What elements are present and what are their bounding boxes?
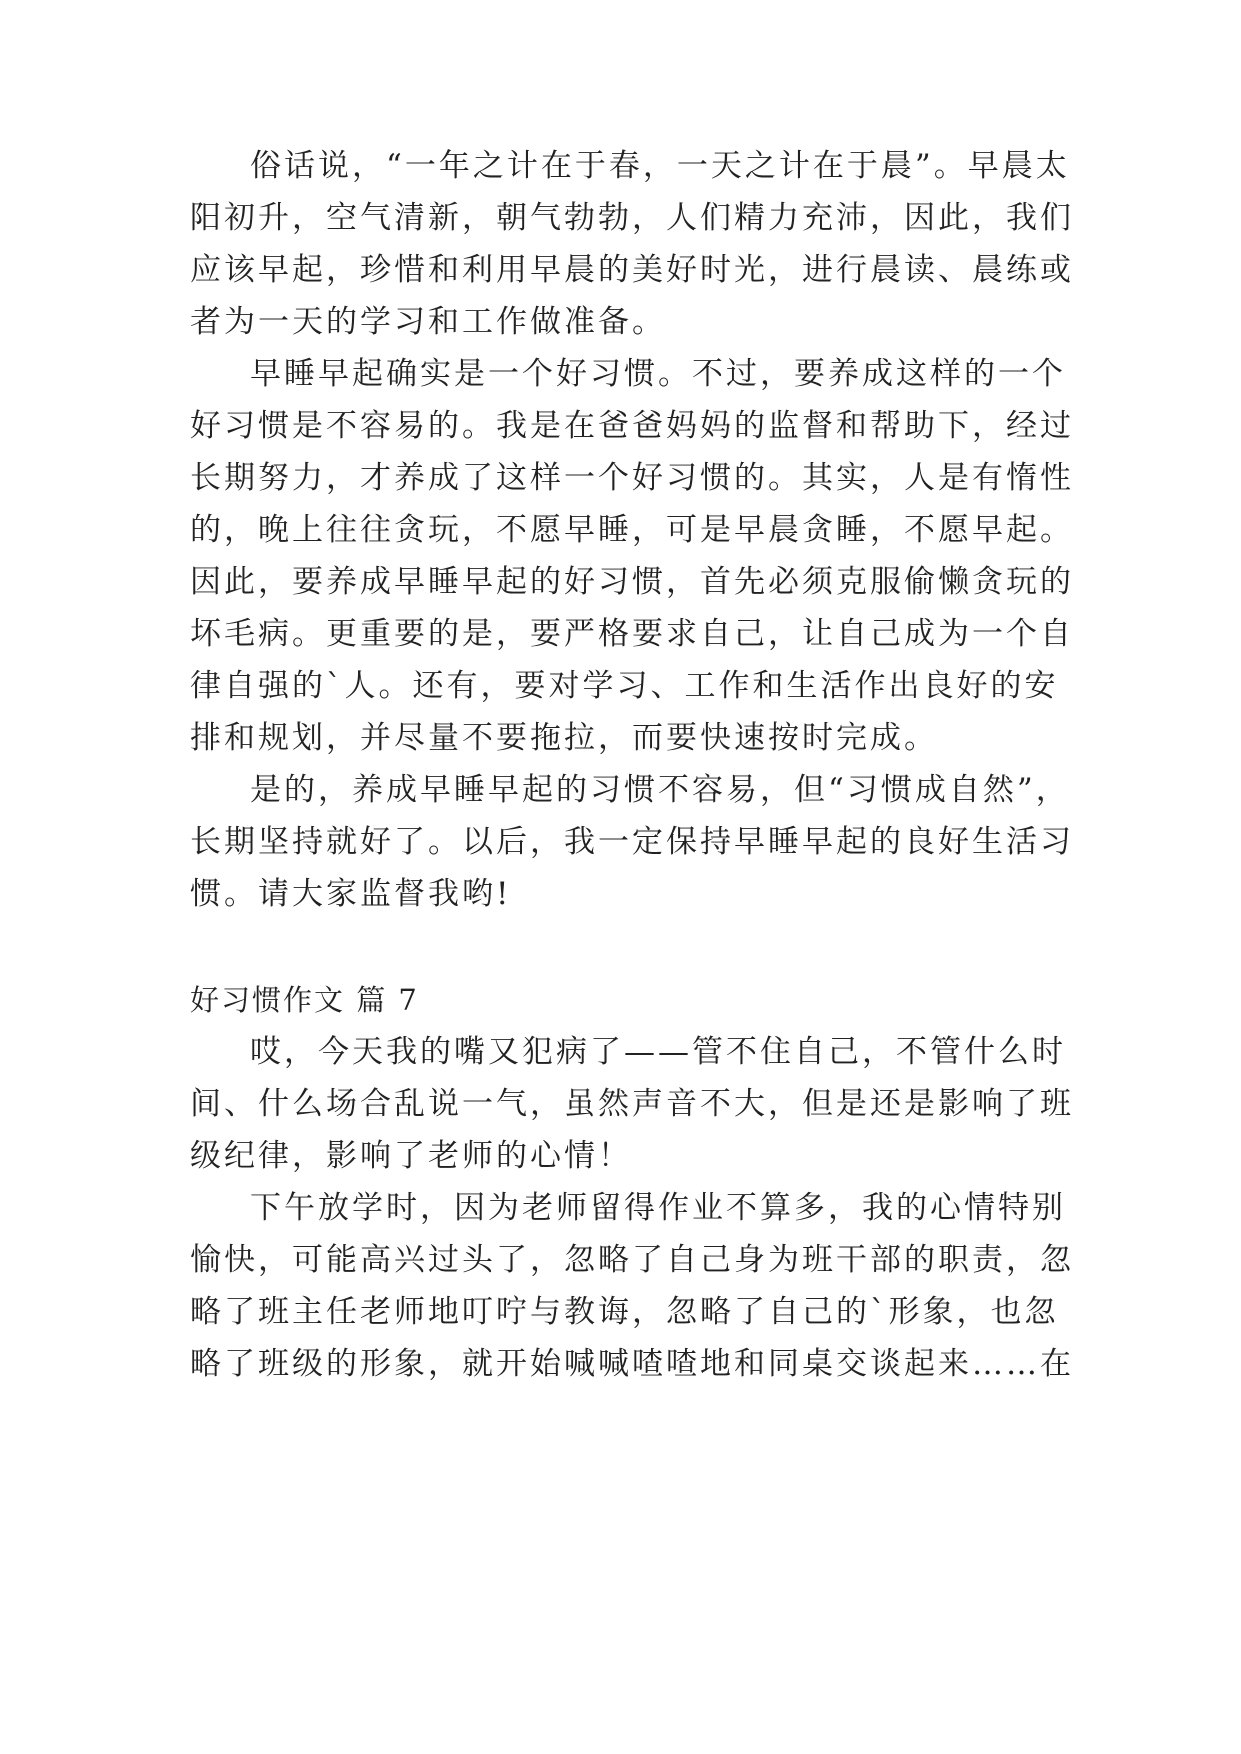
paragraph-2-line-1: 早睡早起确实是一个好习惯。不过，要养成这样的一个 [250,356,1066,392]
paragraph-4-line-2: 间、什么场合乱说一气，虽然声音不大，但是还是影响了班 [190,1086,1074,1122]
paragraph-3-line-3: 惯。请大家监督我哟! [190,876,512,912]
paragraph-5-line-3: 略了班主任老师地叮咛与教诲，忽略了自己的`形象，也忽 [190,1294,1059,1330]
paragraph-1-line-3: 应该早起，珍惜和利用早晨的美好时光，进行晨读、晨练或 [190,252,1074,288]
paragraph-1-line-1: 俗话说，“一年之计在于春，一天之计在于晨”。早晨太 [250,148,1070,184]
paragraph-3-line-1: 是的，养成早睡早起的习惯不容易，但“习惯成自然”， [250,772,1070,808]
paragraph-2-line-5: 因此，要养成早睡早起的好习惯，首先必须克服偷懒贪玩的 [190,564,1074,600]
paragraph-2-line-8: 排和规划，并尽量不要拖拉，而要快速按时完成。 [190,720,938,756]
paragraph-2-line-6: 坏毛病。更重要的是，要严格要求自己，让自己成为一个自 [190,616,1074,652]
paragraph-4-line-3: 级纪律，影响了老师的心情！ [190,1138,632,1174]
paragraph-3-line-2: 长期坚持就好了。以后，我一定保持早睡早起的良好生活习 [190,824,1074,860]
paragraph-1-line-4: 者为一天的学习和工作做准备。 [190,304,666,340]
paragraph-5-line-1: 下午放学时，因为老师留得作业不算多，我的心情特别 [250,1190,1066,1226]
paragraph-2-line-7: 律自强的`人。还有，要对学习、工作和生活作出良好的安 [190,668,1059,704]
paragraph-4-line-1: 哎，今天我的嘴又犯病了——管不住自己，不管什么时 [250,1034,1066,1070]
paragraph-5-line-2: 愉快，可能高兴过头了，忽略了自己身为班干部的职责，忽 [190,1242,1074,1278]
paragraph-2-line-4: 的，晚上往往贪玩，不愿早睡，可是早晨贪睡，不愿早起。 [190,512,1074,548]
paragraph-1-line-2: 阳初升，空气清新，朝气勃勃，人们精力充沛，因此，我们 [190,200,1074,236]
paragraph-2-line-2: 好习惯是不容易的。我是在爸爸妈妈的监督和帮助下，经过 [190,408,1074,444]
paragraph-2-line-3: 长期努力，才养成了这样一个好习惯的。其实，人是有惰性 [190,460,1074,496]
paragraph-5-line-4: 略了班级的形象，就开始喊喊喳喳地和同桌交谈起来……在 [190,1346,1074,1382]
section-heading: 好习惯作文 篇 7 [190,983,419,1017]
